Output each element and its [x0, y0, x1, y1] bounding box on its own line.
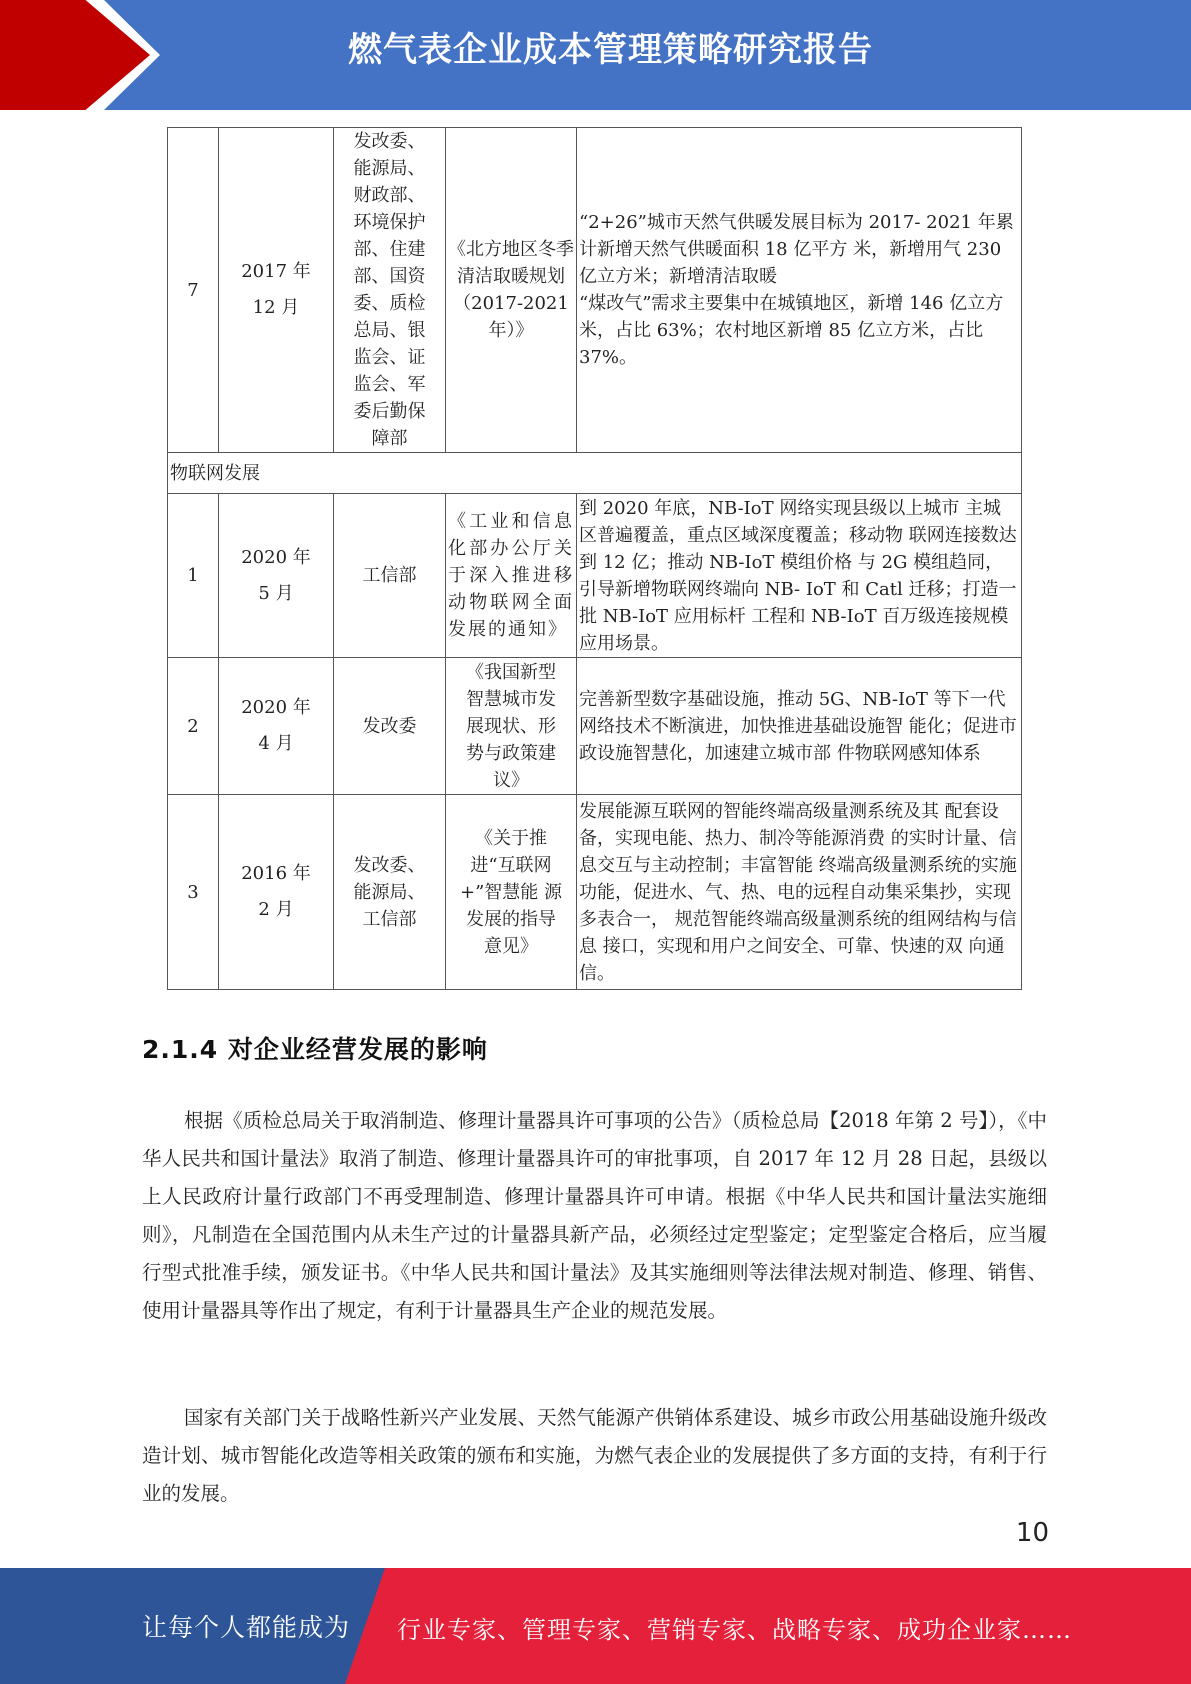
row-content: 发展能源互联网的智能终端高级量测系统及其 配套设备，实现电能、热力、制冷等能源消费 的实时计量、信息交互与主动控制；丰富智能 终端高级量测系统的实施功能，促进水、气、热、电的远程自动集采集抄，实现多表合一， 规范智能终端高级量测系统的组网结构与信息 接口，实现和用户之间安全、可靠、快速的双 向通信。 — [577, 795, 1022, 990]
header-band — [0, 0, 1191, 110]
row-policy-name — [446, 494, 577, 658]
table-row — [168, 128, 1022, 453]
table-row — [168, 494, 1022, 658]
page-number: 10 — [1015, 1518, 1049, 1548]
footer-slogan-left: 让每个人都能成为 — [142, 1613, 351, 1642]
row-policy-name — [446, 795, 577, 990]
row-policy-name-text: 《北方地区冬季清洁取暖规划（2017-2021 年）》 — [448, 239, 574, 341]
row-date-text: 2016 年 2 月 — [241, 863, 311, 920]
row-policy-name-text: 《工业和信息化部办公厅关于深入推进移动物联网全面发展的通知》 — [448, 511, 574, 640]
section-label: 物联网发展 — [168, 453, 1022, 494]
header-chevron-red — [0, 0, 150, 110]
row-date — [219, 128, 334, 453]
row-number: 1 — [168, 494, 219, 658]
body-paragraph: 国家有关部门关于战略性新兴产业发展、天然气能源产供销体系建设、城乡市政公用基础设施升级改造计划、城市智能化改造等相关政策的颁布和实施，为燃气表企业的发展提供了多方面的支持，有利于行业的发展。 — [142, 1406, 1047, 1505]
row-date — [219, 494, 334, 658]
table-row — [168, 658, 1022, 795]
row-policy-name-text: 《我国新型智慧城市发展现状、形势与政策建议》 — [466, 661, 556, 791]
row-department — [334, 795, 446, 990]
row-department — [334, 128, 446, 453]
row-department-text: 发改委、能源局、工信部 — [353, 854, 426, 930]
row-date-text: 2020 年 4 月 — [241, 697, 311, 754]
row-date-text: 2020 年 5 月 — [241, 546, 311, 604]
row-content — [577, 128, 1022, 453]
row-content: 到 2020 年底，NB-IoT 网络实现县级以上城市 主城区普遍覆盖，重点区域深度覆盖；移动物 联网连接数达到 12 亿；推动 NB-IoT 模组价格 与 2G 模组趋同，引导新增物联网终端向 NB- IoT 和 Catl 迁移；打造一批 NB-IoT 应用标杆 工程和 NB-IoT 百万级连接规模应用场景。 — [577, 494, 1022, 658]
footer-slogan-right: 行业专家、管理专家、营销专家、战略专家、成功企业家…… — [397, 1616, 1072, 1644]
page-title: 燃气表企业成本管理策略研究报告 — [348, 30, 873, 70]
section-row — [168, 453, 1022, 494]
row-department: 发改委 — [334, 658, 446, 795]
row-department-text: 发改委、能源局、财政部、环境保护部、住建部、国资委、质检总局、银监会、证监会、军委后勤保障部 — [353, 131, 426, 449]
row-date — [219, 658, 334, 795]
row-number: 3 — [168, 795, 219, 990]
row-date-text: 2017 年 12 月 — [241, 261, 311, 318]
body-paragraph: 根据《质检总局关于取消制造、修理计量器具许可事项的公告》（质检总局【2018 年第 2 号】），《中华人民共和国计量法》取消了制造、修理计量器具许可的审批事项，自 2017 年 12 月 28 日起，县级以上人民政府计量行政部门不再受理制造、修理计量器具许可申请。根据《中华人民共和国计量法实施细则》，凡制造在全国范围内从未生产过的计量器具新产品，必须经过定型鉴定；定型鉴定合格后，应当履行型式批准手续，颁发证书。《中华人民共和国计量法》及其实施细则等法律法规对制造、修理、销售、使用计量器具等作出了规定，有利于计量器具生产企业的规范发展。 — [142, 1109, 1047, 1322]
row-policy-name — [446, 128, 577, 453]
row-department: 工信部 — [334, 494, 446, 658]
row-content-text: “2+26”城市天然气供暖发展目标为 2017- 2021 年累计新增天然气供暖面积 18 亿平方 米，新增用气 230 亿立方米；新增清洁取暖 “煤改气”需求主要集中在城镇地区，新增 146 亿立方米，占比 63%；农村地区新增 85 亿立方米，占比 37%。 — [579, 212, 1014, 368]
row-date — [219, 795, 334, 990]
row-number: 2 — [168, 658, 219, 795]
table-row — [168, 795, 1022, 990]
policy-table — [167, 127, 1022, 990]
row-policy-name — [446, 658, 577, 795]
row-policy-name-text: 《关于推进“互联网 +”智慧能 源发展的指导意见》 — [459, 827, 562, 957]
row-number: 7 — [168, 128, 219, 453]
section-heading: 2.1.4 对企业经营发展的影响 — [142, 1035, 488, 1064]
row-content: 完善新型数字基础设施，推动 5G、NB-IoT 等下一代网络技术不断演进，加快推进基础设施智 能化；促进市政设施智慧化，加速建立城市部 件物联网感知体系 — [577, 658, 1022, 795]
footer-band — [0, 1568, 1191, 1684]
